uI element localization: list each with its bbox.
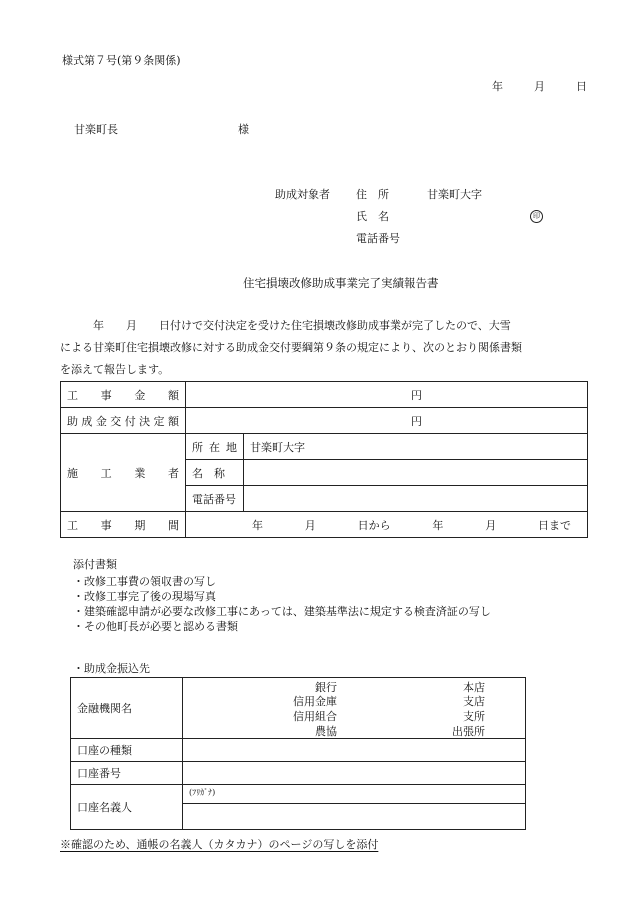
contractor-phone-label: 電話番号 — [192, 492, 236, 506]
addressee-name: 甘楽町長 — [74, 123, 118, 136]
period-month-1: 月 — [304, 518, 316, 532]
cost-label-cell — [61, 382, 186, 408]
furigana-value-cell[interactable] — [183, 785, 526, 804]
addressee-honorific: 様 — [238, 123, 249, 136]
period-month-2: 月 — [485, 518, 497, 532]
date-year-label: 年 — [492, 80, 503, 93]
contractor-phone-label-cell — [186, 486, 244, 512]
account-holder-value-cell[interactable] — [183, 804, 526, 830]
bank-type-option: 信用組合 — [293, 710, 337, 723]
transfer-heading: ・助成金振込先 — [73, 662, 150, 675]
contractor-name-label: 名 称 — [192, 466, 225, 480]
applicant-address-value: 甘楽町大字 — [427, 188, 482, 201]
attachment-item: ・建築確認申請が必要な改修工事にあっては、建築基準法に規定する検査済証の写し — [73, 605, 491, 618]
period-day-to: 日まで — [537, 518, 571, 532]
subsidy-label: 助 成 金 交 付 決 定 額 — [67, 414, 179, 428]
attachment-item: ・改修工事完了後の現場写真 — [73, 590, 216, 603]
location-label: 所 在 地 — [192, 440, 237, 454]
contractor-label-cell — [61, 434, 186, 512]
document-title: 住宅損壊改修助成事業完了実績報告書 — [243, 276, 439, 290]
applicant-name-label: 氏 名 — [356, 210, 389, 223]
subsidy-unit: 円 — [411, 414, 422, 428]
applicant-address-label: 住 所 — [356, 188, 389, 201]
body-line-3: を添えて報告します。 — [60, 363, 170, 376]
furigana-label: (ﾌﾘｶﾞﾅ) — [189, 788, 216, 797]
subsidy-value-cell[interactable] — [186, 408, 588, 434]
period-values — [192, 517, 581, 533]
subsidy-label-cell — [61, 408, 186, 434]
report-date — [492, 78, 587, 94]
contractor-name-value-cell[interactable] — [244, 460, 588, 486]
period-value-cell[interactable] — [186, 512, 588, 538]
contractor-phone-value-cell[interactable] — [244, 486, 588, 512]
account-type-label: 口座の種類 — [77, 744, 132, 757]
branch-type-option: 出張所 — [452, 725, 485, 738]
branch-type-option: 支所 — [463, 710, 485, 723]
body-line-2: による甘楽町住宅損壊改修に対する助成金交付要綱第９条の規定により、次のとおり関係書類 — [60, 341, 522, 354]
report-table — [60, 381, 588, 538]
period-day-from: 日から — [357, 518, 391, 532]
institution-label: 金融機関名 — [77, 702, 132, 715]
account-number-label-cell — [71, 762, 183, 785]
account-number-label: 口座番号 — [77, 767, 121, 780]
account-holder-label-cell — [71, 785, 183, 830]
contractor-label: 施 工 業 者 — [67, 466, 179, 480]
cost-unit: 円 — [411, 388, 422, 402]
account-type-label-cell — [71, 739, 183, 762]
applicant-role-label: 助成対象者 — [275, 188, 330, 201]
attachments-heading: 添付書類 — [73, 558, 117, 571]
date-month-label: 月 — [534, 80, 545, 93]
bank-type-option: 農協 — [315, 725, 337, 738]
period-label-cell — [61, 512, 186, 538]
account-holder-label: 口座名義人 — [77, 801, 132, 814]
date-day-label: 日 — [576, 80, 587, 93]
bank-type-option: 信用金庫 — [293, 695, 337, 708]
transfer-table — [70, 677, 526, 830]
period-label: 工 事 期 間 — [67, 518, 179, 532]
attachment-item: ・その他町長が必要と認める書類 — [73, 620, 238, 633]
body-line-1: 年 月 日付けで交付決定を受けた住宅損壊改修助成事業が完了したので、大雪 — [60, 319, 511, 332]
cost-value-cell[interactable] — [186, 382, 588, 408]
passbook-note: ※確認のため、通帳の名義人（カタカナ）のページの写しを添付 — [60, 838, 379, 851]
location-label-cell — [186, 434, 244, 460]
institution-type-grid — [183, 678, 525, 738]
period-year-2: 年 — [432, 518, 444, 532]
account-type-value-cell[interactable] — [183, 739, 526, 762]
applicant-phone-label: 電話番号 — [356, 232, 400, 245]
attachment-item: ・改修工事費の領収書の写し — [73, 575, 216, 588]
branch-type-option: 支店 — [463, 695, 485, 708]
seal-icon: 印 — [530, 208, 543, 223]
branch-type-option: 本店 — [463, 681, 485, 694]
institution-value-cell[interactable] — [183, 678, 526, 739]
account-number-value-cell[interactable] — [183, 762, 526, 785]
institution-label-cell — [71, 678, 183, 739]
contractor-name-label-cell — [186, 460, 244, 486]
bank-type-option: 銀行 — [315, 681, 337, 694]
form-number: 様式第７号(第９条関係) — [62, 54, 181, 67]
location-value-cell[interactable] — [244, 434, 588, 460]
cost-label: 工 事 金 額 — [67, 388, 179, 402]
location-value: 甘楽町大字 — [250, 440, 305, 454]
period-year-1: 年 — [252, 518, 263, 532]
